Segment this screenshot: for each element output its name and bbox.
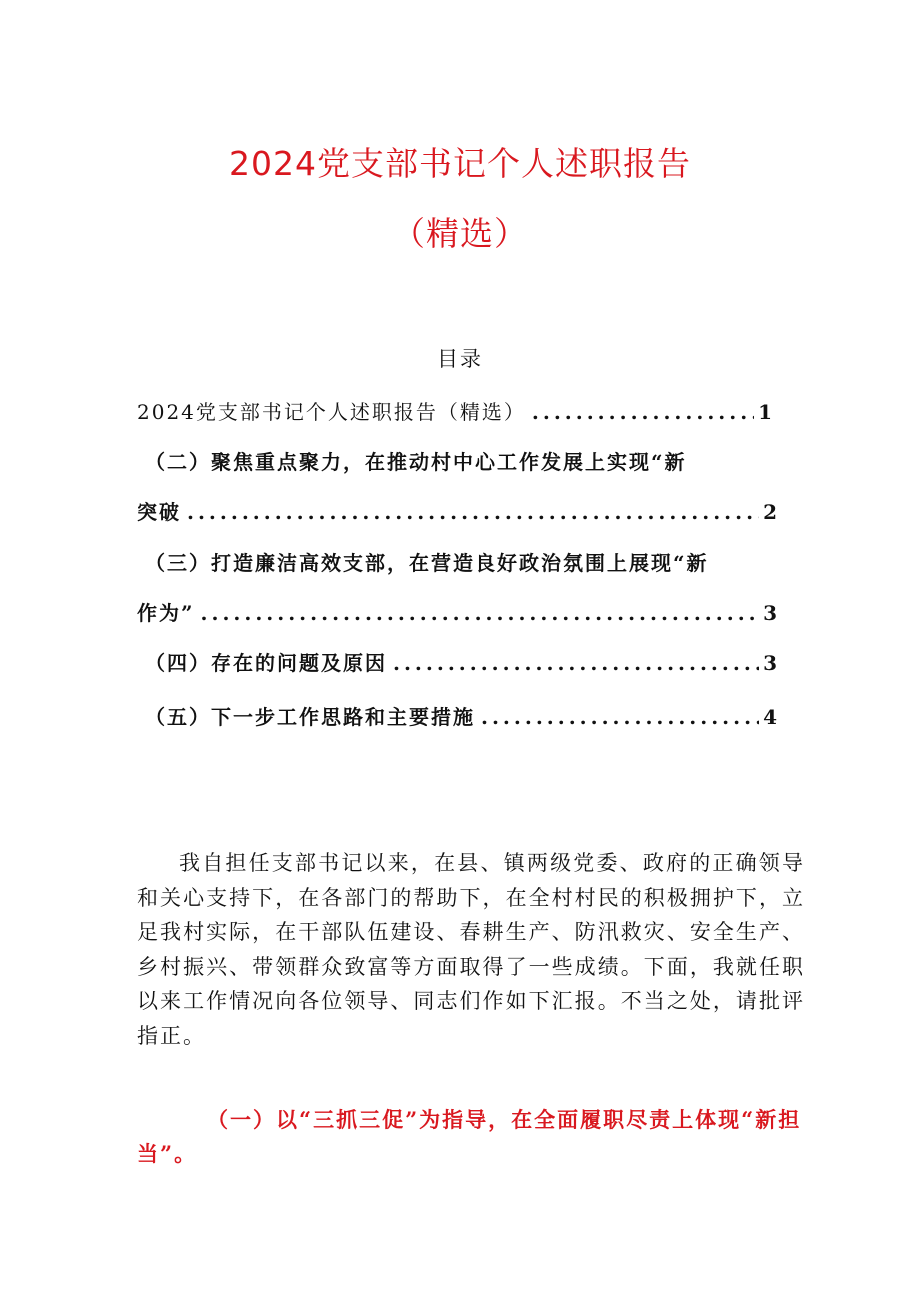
toc-page-number: 4 [763, 705, 777, 729]
toc-leader-dots [187, 500, 759, 524]
toc-page-number: 3 [763, 651, 777, 675]
toc-entry-text: （二）聚焦重点聚力，在推动村中心工作发展上实现“新 [145, 450, 687, 474]
document-title: 2024党支部书记个人述职报告 [229, 144, 691, 183]
toc-entry-text: 突破 [137, 500, 181, 524]
toc-entry-text: （三）打造廉洁高效支部，在营造良好政治氛围上展现“新 [145, 551, 709, 575]
toc-page-number: 3 [763, 601, 777, 625]
toc-page-number: 1 [758, 400, 772, 424]
toc-entry-text: （四）存在的问题及原因 [145, 651, 387, 675]
toc-entry[interactable] [137, 597, 777, 631]
toc-entry[interactable] [145, 701, 777, 735]
toc-entry-line[interactable] [145, 547, 709, 576]
toc-page-number: 2 [763, 500, 777, 524]
document-subtitle: （精选） [392, 214, 528, 253]
toc-entry-line[interactable] [145, 446, 687, 475]
toc-entry[interactable] [145, 647, 777, 681]
toc-entry[interactable] [137, 396, 772, 430]
toc-entry-text: 作为” [137, 601, 195, 625]
section-heading: （一）以“三抓三促”为指导，在全面履职尽责上体现“新担当”。 [137, 1107, 802, 1166]
toc-entry[interactable] [137, 496, 777, 530]
toc-leader-dots [532, 400, 754, 424]
toc-heading: 目录 [437, 347, 483, 371]
toc-entry-text: 2024党支部书记个人述职报告（精选） [137, 400, 526, 424]
toc-entry-text: （五）下一步工作思路和主要措施 [145, 705, 475, 729]
toc-leader-dots [393, 651, 759, 675]
toc-leader-dots [481, 705, 759, 729]
intro-paragraph: 我自担任支部书记以来，在县、镇两级党委、政府的正确领导和关心支持下，在各部门的帮助下，在全村村民的积极拥护下，立足我村实际，在干部队伍建设、春耕生产、防汛救灾、安全生产、乡村振兴、带领群众致富等方面取得了一些成绩。下面，我就任职以来工作情况向各位领导、同志们作如下汇报。不当之处，请批评指正。 [137, 851, 805, 1048]
toc-leader-dots [201, 601, 760, 625]
